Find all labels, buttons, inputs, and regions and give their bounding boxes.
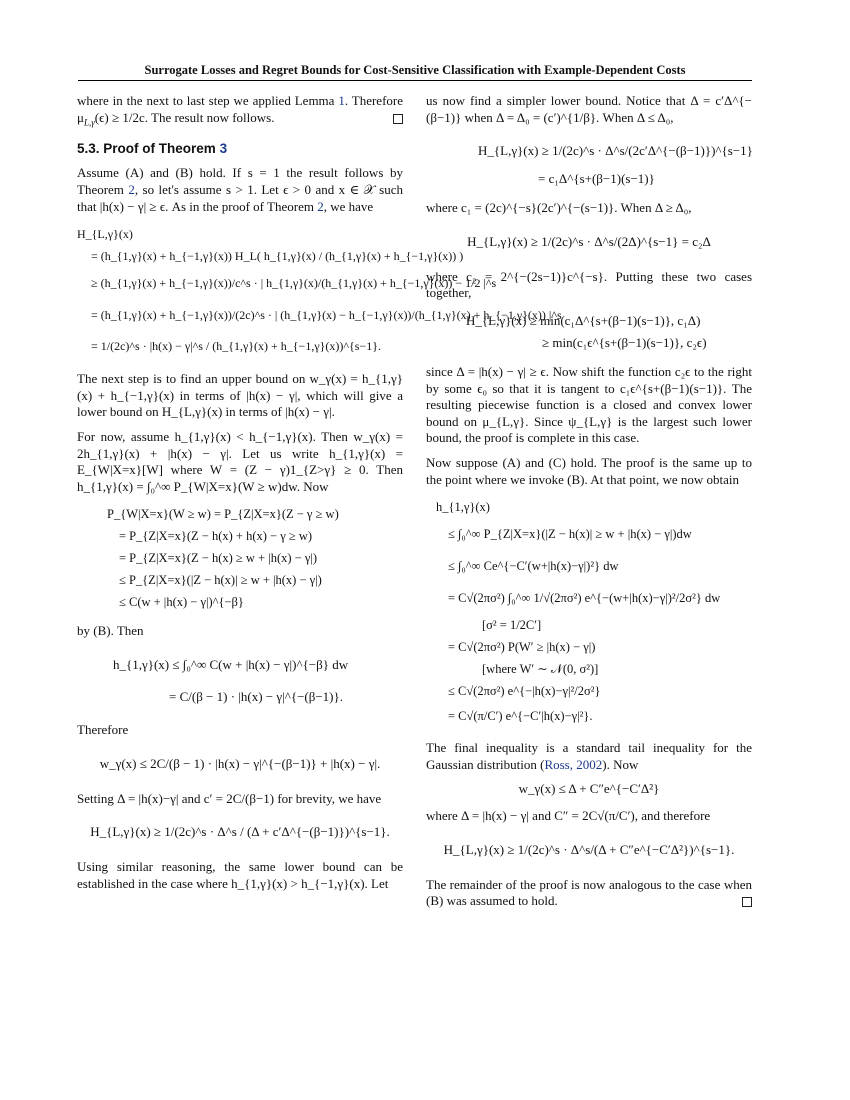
paragraph-therefore: Therefore bbox=[77, 721, 129, 737]
paragraph-c1-def: where c₁ = (2c)^{−s}(2c′)^{−(s−1)}. When Δ ≥ Δ₀, bbox=[426, 200, 692, 216]
section-heading: 5.3. Proof of Theorem 3 bbox=[77, 140, 228, 156]
header-rule bbox=[78, 80, 752, 81]
paragraph-assume: Assume (A) and (B) hold. If s = 1 the result follows by Theorem 2, so let's assume s > 1. Let ϵ > 0 and x ∈ 𝒳 such that |h(x) − γ| ≥ ϵ. As in the proof of Theorem 2, we have bbox=[77, 165, 404, 214]
equation-line: ≤ ∫₀^∞ P_{Z|X=x}(|Z − h(x)| ≥ w + |h(x) − γ|)dw bbox=[448, 526, 692, 541]
equation-line: ≤ C(w + |h(x) − γ|)^{−β} bbox=[119, 595, 244, 610]
equation-block-r2: H_{L,γ}(x) ≥ 1/(2c)^s · Δ^s/(2Δ)^{s−1} = c₂Δ bbox=[467, 233, 711, 249]
equation-line: P_{W|X=x}(W ≥ w) = P_{Z|X=x}(Z − γ ≥ w) bbox=[107, 507, 339, 522]
lemma-ref-link[interactable]: 1 bbox=[338, 93, 345, 108]
equation-block-3 bbox=[77, 648, 403, 712]
theorem-ref-link-2[interactable]: 2 bbox=[317, 198, 324, 214]
paragraph-by-b: by (B). Then bbox=[77, 623, 144, 639]
qed-square bbox=[742, 897, 752, 907]
paragraph-for-now: For now, assume h_{1,γ}(x) < h_{−1,γ}(x). Then w_γ(x) = 2h_{1,γ}(x) + |h(x) − γ|. Let us write h_{1,γ}(x) = E_{W|X=x}[W] where W = (Z − γ)1_{Z>γ} ≥ 0. Then h_{1,γ}(x) = ∫₀^∞ P_{W|X=x}(W ≥ w)dw. Now bbox=[77, 428, 403, 494]
theorem-ref-link[interactable]: 3 bbox=[219, 140, 228, 156]
equation-line: = (h_{1,γ}(x) + h_{−1,γ}(x))/(2c)^s · | (h_{1,γ}(x) − h_{−1,γ}(x))/(h_{1,γ}(x) + h_{−1,γ}(x)) |^s bbox=[91, 307, 562, 322]
equation-block-4: w_γ(x) ≤ 2C/(β − 1) · |h(x) − γ|^{−(β−1)} + |h(x) − γ|. bbox=[99, 755, 381, 771]
paragraph-lemma-conclusion: where in the next to last step we applied Lemma 1. Therefore $\mu_{L,\gamma}(\epsilon) \ge 1/2c$. The result now follows. bbox=[77, 93, 403, 128]
equation-line: H_{L,γ}(x) ≥ min(c₁Δ^{s+(β−1)(s−1)}, c₁Δ) bbox=[466, 312, 701, 328]
paragraph-since-delta: since Δ = |h(x) − γ| ≥ ϵ. Now shift the function c₂ϵ to the right by some ϵ₀ so that it is tangent to c₁ϵ^{s+(β−1)(s−1)}. The resulting piecewise function is a closed and convex lower bound on μ_{L,γ}. Since ψ_{L,γ} is the largest such lower bound, the proof is complete in this case. bbox=[426, 363, 752, 446]
equation-line: [where W′ ∼ 𝒩(0, σ²)] bbox=[482, 661, 599, 676]
equation-line: ≥ (h_{1,γ}(x) + h_{−1,γ}(x))/c^s · | h_{1,γ}(x)/(h_{1,γ}(x) + h_{−1,γ}(x)) − 1/2 |^s bbox=[91, 275, 497, 290]
equation-line: h_{1,γ}(x) bbox=[436, 499, 490, 514]
equation-line: = 1/(2c)^s · |h(x) − γ|^s / (h_{1,γ}(x) + h_{−1,γ}(x))^{s−1}. bbox=[91, 338, 381, 353]
equation-line: = P_{Z|X=x}(Z − h(x) ≥ w + |h(x) − γ|) bbox=[119, 551, 318, 566]
equation-line: ≤ ∫₀^∞ Ce^{−C′(w+|h(x)−γ|)²} dw bbox=[448, 558, 619, 573]
paragraph-upper-bound: The next step is to find an upper bound on w_γ(x) = h_{1,γ}(x) + h_{−1,γ}(x) in terms of |h(x) − γ|, which will give a lower bound on H_{L,γ}(x) in terms of |h(x) − γ|. bbox=[77, 371, 403, 420]
paragraph-c2-def: where c₂ = 2^{−(2s−1)}c^{−s}. Putting these two cases together, bbox=[426, 268, 752, 301]
paragraph-now-suppose: Now suppose (A) and (C) hold. The proof is the same up to the point where we invoke (B). At that point, we now obtain bbox=[426, 454, 752, 487]
equation-block-2 bbox=[77, 503, 403, 613]
equation-block-r3 bbox=[426, 310, 752, 354]
paragraph-setting-delta: Setting Δ = |h(x)−γ| and c′ = 2C/(β−1) for brevity, we have bbox=[77, 790, 382, 806]
equation-line: ≤ P_{Z|X=x}(|Z − h(x)| ≥ w + |h(x) − γ|) bbox=[119, 573, 322, 588]
equation-line: = P_{Z|X=x}(Z − h(x) + h(x) − γ ≥ w) bbox=[119, 529, 313, 544]
equation-line: = (h_{1,γ}(x) + h_{−1,γ}(x)) H_L( h_{1,γ}(x) / (h_{1,γ}(x) + h_{−1,γ}(x)) ) bbox=[91, 248, 464, 263]
equation-line: = C/(β − 1) · |h(x) − γ|^{−(β−1)}. bbox=[169, 688, 344, 704]
equation-block-r4 bbox=[426, 496, 752, 730]
qed-square bbox=[393, 114, 403, 124]
equation-block-r1 bbox=[426, 134, 752, 190]
equation-line: H_{L,γ}(x) ≥ 1/(2c)^s · Δ^s/(2c′Δ^{−(β−1)})^{s−1} bbox=[478, 142, 753, 158]
equation-line: ≥ min(c₁ϵ^{s+(β−1)(s−1)}, c₂ϵ) bbox=[542, 334, 707, 350]
equation-line: h_{1,γ}(x) ≤ ∫₀^∞ C(w + |h(x) − γ|)^{−β} dw bbox=[113, 656, 349, 672]
right-column bbox=[426, 93, 752, 918]
paragraph-similar-reasoning: Using similar reasoning, the same lower bound can be established in the case where h_{1,γ}(x) > h_{−1,γ}(x). Let bbox=[77, 859, 403, 891]
equation-block-5: H_{L,γ}(x) ≥ 1/(2c)^s · Δ^s / (Δ + c′Δ^{−(β−1)})^{s−1}. bbox=[90, 824, 390, 840]
equation-line: = C√(2πσ²) ∫₀^∞ 1/√(2πσ²) e^{−(w+|h(x)−γ|)²/2σ²} dw bbox=[448, 590, 721, 605]
equation-line: = C√(π/C′) e^{−C′|h(x)−γ|²}. bbox=[448, 708, 593, 723]
equation-block-1 bbox=[77, 223, 562, 361]
equation-line: = c₁Δ^{s+(β−1)(s−1)} bbox=[538, 170, 655, 186]
equation-line: H_{L,γ}(x) bbox=[77, 226, 133, 241]
running-header: Surrogate Losses and Regret Bounds for Cost-Sensitive Classification with Example-Dependent Costs bbox=[144, 63, 686, 77]
paragraph-remainder: The remainder of the proof is now analogous to the case when (B) was assumed to hold. bbox=[426, 876, 752, 909]
equation-block-r6: H_{L,γ}(x) ≥ 1/(2c)^s · Δ^s/(Δ + C″e^{−C′Δ²})^{s−1}. bbox=[443, 841, 735, 857]
paragraph-where-delta: where Δ = |h(x) − γ| and C″ = 2C√(π/C′), and therefore bbox=[426, 807, 711, 823]
equation-block-r5: w_γ(x) ≤ Δ + C″e^{−C′Δ²} bbox=[518, 781, 660, 797]
equation-line: = C√(2πσ²) P(W′ ≥ |h(x) − γ|) bbox=[448, 639, 596, 654]
paragraph-simpler-bound: us now find a simpler lower bound. Notice that Δ = c′Δ^{−(β−1)} when Δ = Δ₀ = (c′)^{1/β}. When Δ ≤ Δ₀, bbox=[426, 93, 752, 125]
theorem-ref-link-1[interactable]: 2 bbox=[128, 181, 135, 197]
citation-ross-link[interactable]: Ross, 2002 bbox=[544, 756, 603, 772]
paragraph-gaussian-tail: The final inequality is a standard tail inequality for the Gaussian distribution (Ross, 2002). Now bbox=[426, 740, 752, 772]
equation-line: ≤ C√(2πσ²) e^{−|h(x)−γ|²/2σ²} bbox=[448, 683, 601, 698]
equation-line: [σ² = 1/2C′] bbox=[482, 617, 542, 632]
